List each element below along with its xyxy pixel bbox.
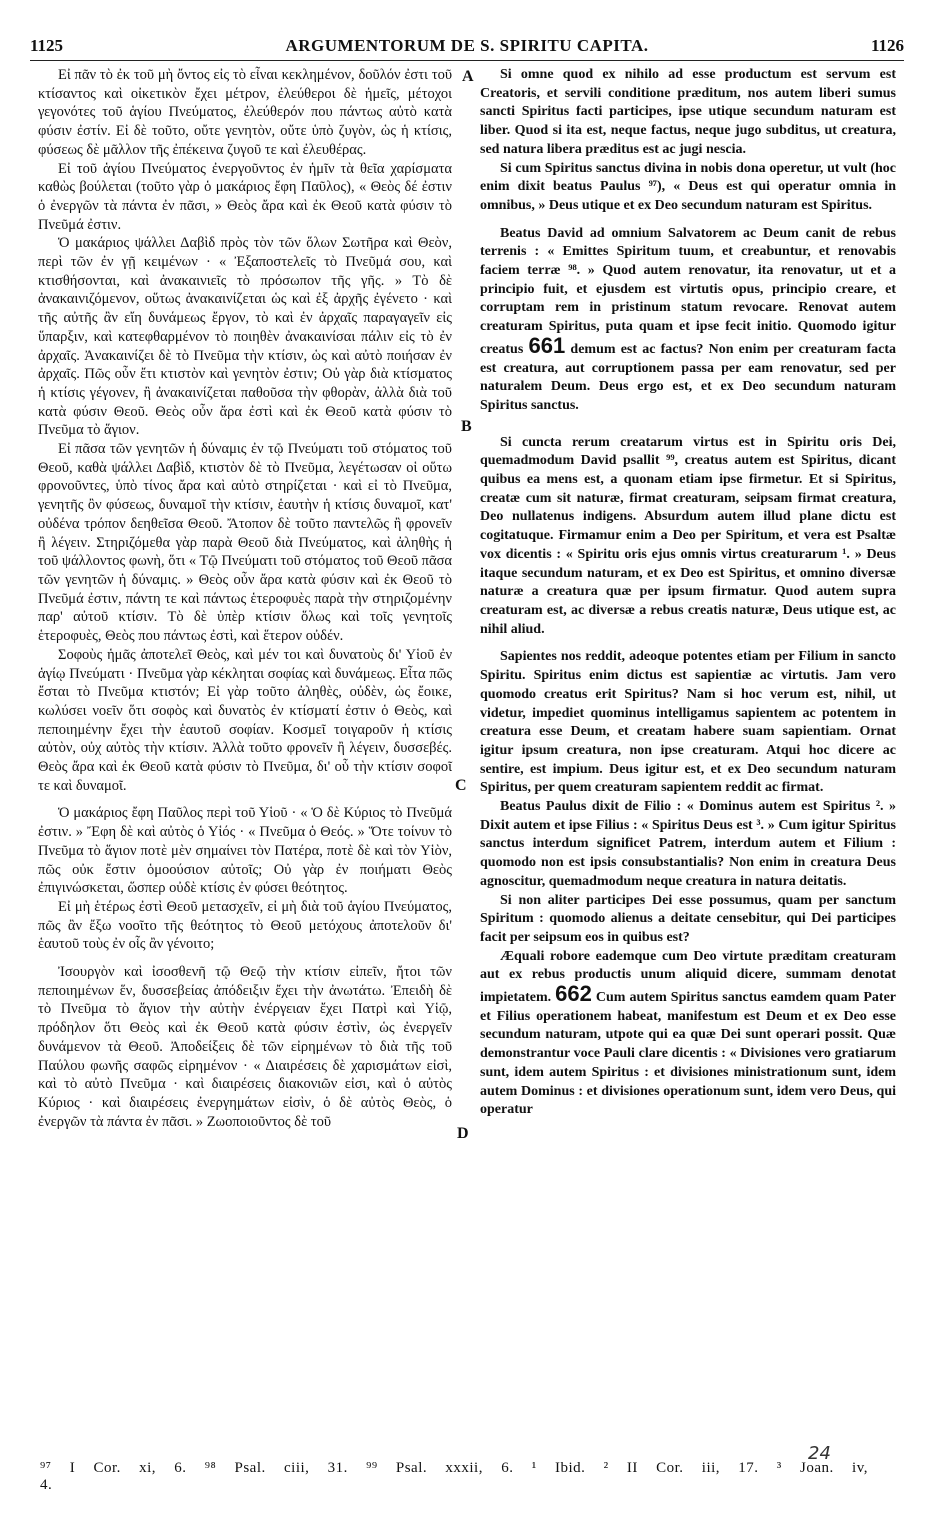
header-rule: [30, 60, 904, 61]
greek-paragraph-8: Ἰσουργὸν καὶ ἰσοσθενῆ τῷ Θεῷ τὴν κτίσιν εἰπεῖν, ἤτοι τῶν πεποιημένων ἕν, δυσσεβείας ἀπόδειξιν ἔχει τὴν ἀνωτάτω. Ἐπειδὴ δὲ τὸ Πνεῦμα τὸ ἅγιον τὴν αὐτὴν ἐνέργειαν ἔχει Πατρὶ καὶ Υἱῷ, πρόδηλον ὅτι Θεὸς καὶ ἐκ Θεοῦ κατὰ φύσιν ἐστὶν, ὡς ἐνεργεῖν δυνάμενον τὰ Θεοῦ. Ἀποδείξεις δὲ τῶν εἰρημένων τὸ διὰ τῆς τοῦ Παύλου φωνῆς σαφῶς εἰρημένον · « Διαιρέσεις δὲ χαρισμάτων εἰσὶ, καὶ τὸ αὐτὸ Πνεῦμα · καὶ διαιρέσεις διακονιῶν εἰσι, καὶ ὁ αὐτὸς Κύριος · καὶ διαιρέσεις ἐνεργημάτων εἰσὶν, ὁ δὲ αὐτὸς Θεὸς, ὁ ἐνεργῶν τὰ πάντα ἐν πᾶσι. » Ζωοποιοῦντος δὲ τοῦ: [38, 964, 452, 1130]
latin-paragraph-8: [480, 948, 896, 1120]
latin-paragraph-6: Beatus Paulus dixit de Filio : « Dominus autem est Spiritus ². » Dixit autem et ipse Filius : « Spiritus Deus est ³. » Cum igitur Spiritus sanctus interdum significet Patrem, interdum autem et Filium : quomodo non est ipsis consubstantialis? Non enim in creatura Deus agnoscitur, quemadmodum neque creatura in natura deitatis.: [480, 799, 896, 889]
latin-paragraph-1: Si omne quod ex nihilo ad esse productum est servum est Creatoris, et servili conditione præditum, nos autem liberi sumus sancti Spiritus facti participes, ipse utique secundum naturam est liber. Quod si ita est, neque factus, neque jugo subditus, ut creatura, sed natura libera præditus est ac jugi nescia.: [480, 67, 896, 157]
latin-paragraph-3-text: Beatus David ad omnium Salvatorem ac Deum canit de rebus terrenis : « Emittes Spiritum tuum, et creabuntur, et renovabis faciem terræ ⁹⁸. » Quod autem renovatur, ita renovatur, ut et a principio fuit, et ejusdem est virtutis opus, principio creare, et corruptam rem in pristinum statum revocare. Renovat autem creaturam Spiritus, puta quam et ipse fecit initio. Quomodo igitur creatus: [480, 225, 896, 357]
right-column-number: 1126: [870, 36, 904, 55]
page-marker-661: 661: [528, 332, 566, 358]
latin-paragraph-8-cont: Cum autem Spiritus sanctus eamdem quam Pater et Filius operationem habeat, manifestum est Deum et ex Deo esse secundum naturam, utpote qui ea quæ Dei sunt operari possit. Quæ demonstrantur voce Pauli clare dicentis : « Divisiones vero gratiarum sunt, idem autem Spiritus : et divisiones ministrationum sunt, idem autem Dominus : et divisiones operationum sunt, idem vero Deus, qui operatur: [480, 990, 897, 1118]
left-column-number: 1125: [30, 36, 64, 55]
greek-paragraph-5: Σοφοὺς ἡμᾶς ἀποτελεῖ Θεὸς, καὶ μέν τοι καὶ δυνατοὺς δι' Υἱοῦ ἐν ἁγίῳ Πνεύματι · Πνεῦμα γὰρ κέκληται σοφίας καὶ δυνάμεως. Εἶτα πῶς ἔσται τὸ Πνεῦμα κτιστόν; Εἰ γὰρ τοῦτο ἀληθὲς, οὐδὲν, ὡς ἔοικε, κωλύσει νοεῖν ὅτι σοφὸς καὶ δυνατὸς ἐν κτίσματί ἐστιν ὁ Θεὸς, καὶ πεποιημένην ἔχει τὴν ἑαυτοῦ σοφίαν. Κοσμεῖ τοιγαροῦν ἡ κτίσις αὐτὸν, οὐχ αὐτὸς τὴν κτίσιν. Ἀλλὰ τοῦτο φρονεῖν ἢ λέγειν, δυσσεβές. Θεὸς ἄρα καὶ ἐκ Θεοῦ κατὰ φύσιν τὸ Πνεῦμα, δι' οὗ τὴν κτίσιν σοφοῖ τε καὶ δυναμοῖ.: [38, 646, 452, 794]
latin-paragraph-7: Si non aliter participes Dei esse possumus, quam per sanctum Spiritum : quomodo alienus a deitate censebitur, qui Dei participes facit per seipsum eos in quibus est?: [480, 892, 896, 945]
latin-paragraph-8-text: Æquali robore eademque cum Deo virtute præditam creaturam aut ex rebus productis unum aliquid dicere, summam denotat impietatem.: [480, 948, 896, 1006]
latin-paragraph-4: Si cuncta rerum creatarum virtus est in Spiritu oris Dei, quemadmodum David psallit ⁹⁹, creatus autem est Spiritus, dicant quibus ea mens est, a quonam etiam ipse firmetur. Et si Spiritus, creatæ cum sit naturæ, firmat creaturam, seipsam firmat creatura, Deo nullatenus indigens. Absurdum autem illud plane dictu est cogitatuque. Firmamur enim a Deo per Spiritum, et vera est Psaltæ vox dicentis : « Spiritu oris ejus omnis virtus creaturarum ¹. » Deus itaque secundum naturam, et ex Deo est Spiritus, et omnino diversæ naturæ a creatura quæ per ipsum firmatur. Quod autem supra creaturam est, ac diversæ a rebus creatis naturæ, Deus utique est, ac nihil aliud.: [480, 434, 896, 637]
latin-paragraph-3-cont: demum est ac factus? Non enim per creaturam facta est creatura, aut corruptionem passa per eam renovatur, sed per naturalem Deum. Deus ergo est, et ex Deo secundum naturam Spiritus sanctus.: [480, 341, 897, 413]
greek-column: [38, 66, 452, 1131]
greek-paragraph-7: Εἰ μὴ ἑτέρως ἐστὶ Θεοῦ μετασχεῖν, εἰ μὴ διὰ τοῦ ἁγίου Πνεύματος, πῶς ἂν ἔξω νοοῖτο τῆς θεότητος τὸ Θεοῦ μετόχους ἀποτελοῦν δι' ἑαυτοῦ τοὺς ἐν οἷς ἂν γένοιτο;: [38, 898, 452, 953]
page-marker-662: 662: [555, 981, 592, 1007]
greek-paragraph-4: Εἰ πᾶσα τῶν γενητῶν ἡ δύναμις ἐν τῷ Πνεύματι τοῦ στόματος τοῦ Θεοῦ, καθὰ ψάλλει Δαβὶδ, κτιστὸν δὲ τὸ Πνεῦμα, λεγέτωσαν οἱ οὕτω φρονοῦντες, ὑπὸ τίνος ἄρα καὶ αὐτὸ στηρίζεται · καὶ εἰ τὸ Πνεῦμα, γενητῆς ὂν φύσεως, δυναμοῖ τὴν κτίσιν, ἑαυτὴν ἡ κτίσις δυναμοῖ, κατ' οὐδένα τρόπον δεηθεῖσα Θεοῦ. Ἄτοπον δὲ τοῦτο παντελῶς ἢ φρονεῖν ἢ λέγειν. Στηριζόμεθα γὰρ παρὰ Θεοῦ διὰ Πνεύματος, καὶ ἀληθὴς ἡ τοῦ ψάλλοντος φωνὴ, ὅτι « Τῷ Πνεύματι τοῦ στόματος τοῦ Θεοῦ πᾶσα τῶν γενητῶν ἡ δύναμις. » Θεὸς οὖν ἄρα κατὰ φύσιν καὶ ἐκ Θεοῦ τὸ Πνεῦμά ἐστιν, πάντη τε καὶ πάντως ἑτεροφυὲς παρὰ τὴν στηριζομένην παρ' αὐτοῦ κτίσιν. Τὸ δὲ ὑπὲρ κτίσιν ὅλως καὶ τοῖς γενητοῖς ἑτεροφυὲς, Θεὸς που πάντως ἐστὶ, καὶ ἕτερον οὐδέν.: [38, 441, 452, 645]
greek-paragraph-3: Ὁ μακάριος ψάλλει Δαβὶδ πρὸς τὸν τῶν ὅλων Σωτῆρα καὶ Θεὸν, περὶ τῶν ἐν γῇ κειμένων · « Ἐξαποστελεῖς τὸ Πνεῦμά σου, καὶ κτισθήσονται, καὶ ἀνακαινιεῖς τὸ πρόσωπον τῆς γῆς. » Τὸ δὲ ἀνακαινιζόμενον, οὕτως ἀνακαινίζεται ὡς καὶ ἐξ ἀρχῆς ἐγένετο · καὶ τῆς αὐτῆς ἂν εἴη δυνάμεως ἔργον, τὸ καὶ ἐν ἀρχαῖς παραγαγεῖν εἰς ὕπαρξιν, καὶ κατεφθαρμένον τὸ ποιηθὲν ἀνακαινίσαι πάλιν εἰς τὸ ἐν ἀρχαῖς. Ἀνακαινίζει δὲ τὸ Πνεῦμα τὴν κτίσιν, ὡς καὶ αὐτὸ ποιήσαν ἐν ἀρχαῖς. Πῶς οὖν ἔτι κτιστὸν καὶ γενητὸν ἐστιν; Οὐ γὰρ διὰ κτίσματος ἡ κτίσις γέγονεν, ἢ ἀνακαινίζεται παθοῦσα τὴν φθορὰν, ἀλλὰ διὰ τοῦ κατὰ φύσιν Θεοῦ. Θεὸς οὖν ἄρα ἐστὶ καὶ ἐκ Θεοῦ κατὰ φύσιν τὸ Πνεῦμα τὸ ἅγιον.: [38, 235, 452, 439]
latin-paragraph-3: [480, 225, 896, 416]
latin-paragraph-2: Si cum Spiritus sanctus divina in nobis dona operetur, ut vult (hoc enim dixit beatus Paulus ⁹⁷), « Deus est qui operatur omnia in omnibus, » Deus utique et ex Deo secundum naturam est Spiritus.: [480, 160, 896, 213]
greek-paragraph-1: Εἰ πᾶν τὸ ἐκ τοῦ μὴ ὄντος εἰς τὸ εἶναι κεκλημένον, δοῦλόν ἐστι τοῦ κτίσαντος καὶ οἰκετικὸν ἔχει μέτρον, ἐλεύθεροι δὲ ἡμεῖς, μέτοχοι γεγονότες τοῦ ἁγίου Πνεύματος, ἐλεύθερόν που πάντως αὐτὸ κατὰ φύσιν ἐστίν. Εἰ δὲ τοῦτο, οὔτε γενητὸν, οὔτε ὑπὸ ζυγὸν, ὡς ἡ κτίσις, φύσεως δὲ μᾶλλον τῆς ἐπέκεινα ζυγοῦ τε καὶ ἐλευθέρας.: [38, 67, 452, 158]
greek-paragraph-6: Ὁ μακάριος ἔφη Παῦλος περὶ τοῦ Υἱοῦ · « Ὁ δὲ Κύριος τὸ Πνεῦμά ἐστιν. » Ἔφη δὲ καὶ αὐτὸς ὁ Υἱός · « Πνεῦμα ὁ Θεός. » Ὅτε τοίνυν τὸ Πνεῦμα τὸ ἅγιον ποτὲ μὲν σημαίνει τὸν Πατέρα, ποτὲ δὲ καὶ τὸν Υἱὸν, πῶς οὐκ ἔστιν ὁμοούσιον αὐτοῖς; Οὐ γὰρ ἐν ποιήματι Θεὸς ἐπιγινώσκεται, ὥσπερ οὐδὲ κτίσις ἐν φύσει θεότητος.: [38, 805, 452, 897]
latin-column: [480, 66, 896, 1120]
latin-paragraph-5: Sapientes nos reddit, adeoque potentes etiam per Filium in sancto Spiritu. Spiritus enim dictus est sapientiæ ac virtutis. Jam vero quomodo creatus erit Spiritus? Nam si hoc verum est, nihil, ut videtur, impediet quominus intelligamus sapientem ac potentem in creatura esse Deum, et creatam habere suam sapientiam. Ornat igitur ipsum creatura, non ipse creaturam. Atqui hoc dicere ac sentire, est impium. Deus igitur est, et ex Deo secundum naturam Spiritus, per quem creaturam sapientem reddit ac firmat.: [480, 649, 896, 796]
handwritten-mark: 24: [808, 1443, 831, 1464]
page-header: [30, 36, 904, 62]
greek-paragraph-2: Εἰ τοῦ ἁγίου Πνεύματος ἐνεργοῦντος ἐν ἡμῖν τὰ θεῖα χαρίσματα καθὼς βούλεται (τοῦτο γὰρ ὁ μακάριος ἔφη Παῦλος), « Θεὸς δέ ἐστιν ὁ ἐνεργῶν τὰ πάντα ἐν πᾶσι, » Θεὸς ἄρα καὶ ἐκ Θεοῦ κατὰ φύσιν τὸ Πνεῦμά ἐστιν.: [38, 160, 452, 233]
margin-letter-b: B: [461, 418, 472, 435]
margin-letter-d: D: [457, 1125, 469, 1142]
margin-letter-c: C: [455, 777, 467, 794]
running-title: ARGUMENTORUM DE S. SPIRITU CAPITA.: [285, 36, 649, 55]
margin-letter-a: A: [462, 68, 474, 85]
footnotes: ⁹⁷ I Cor. xi, 6. ⁹⁸ Psal. ciii, 31. ⁹⁹ Psal. xxxii, 6. ¹ Ibid. ² II Cor. iii, 17. ³ Joan. iv, 4.: [40, 1460, 868, 1493]
